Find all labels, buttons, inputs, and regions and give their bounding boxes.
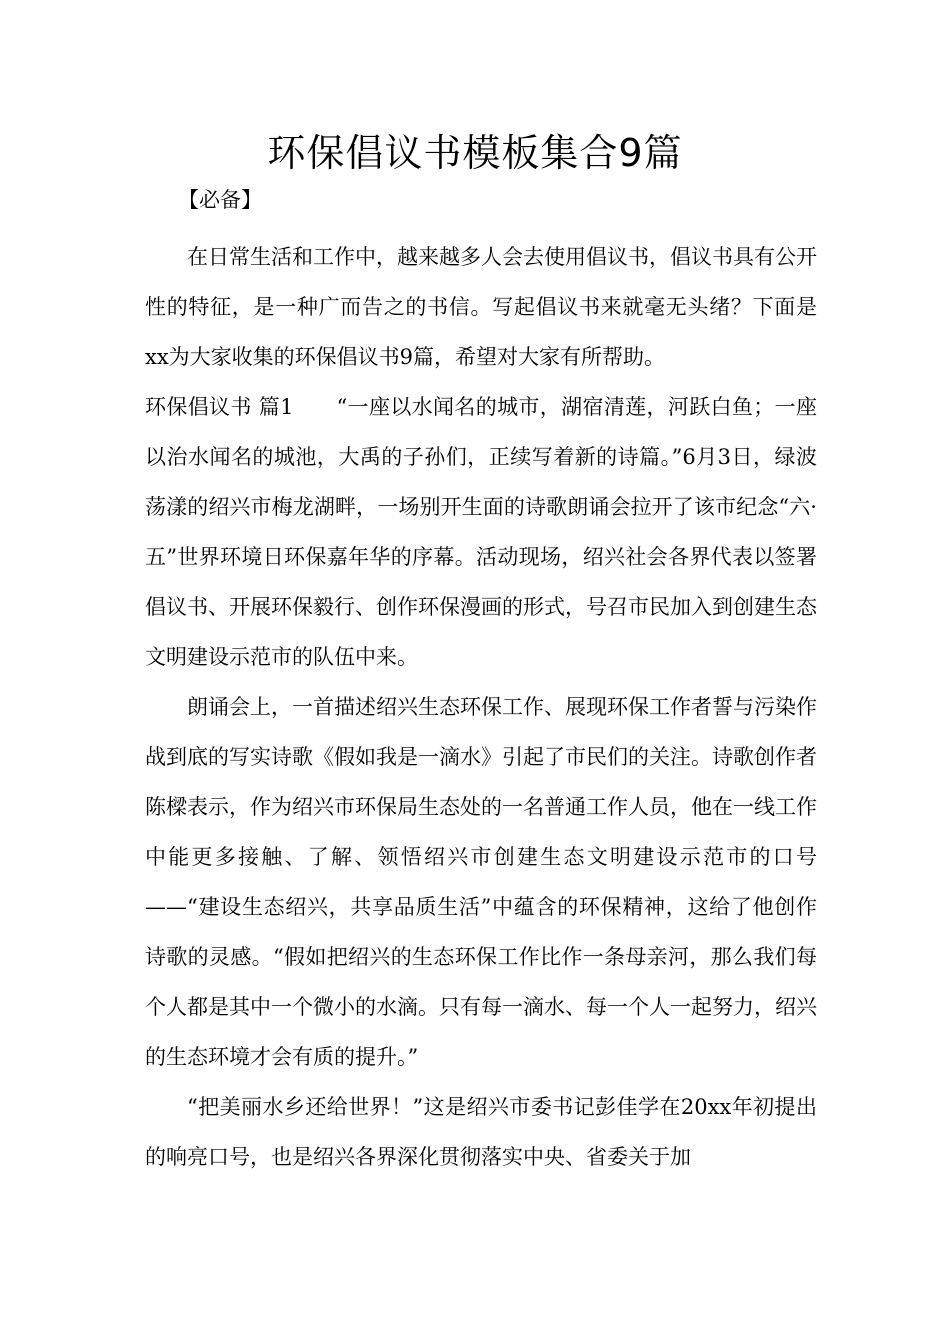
paragraph-slogan: “把美丽水乡还给世界！”这是绍兴市委书记彭佳学在20xx年初提出的响亮口号，也是绍兴各界深化贯彻落实中央、省委关于加 <box>145 1095 817 1169</box>
paragraph-intro: 在日常生活和工作中，越来越多人会去使用倡议书，倡议书具有公开性的特征，是一种广而告之的书信。写起倡议书来就毫无头绪？下面是xx为大家收集的环保倡议书9篇，希望对大家有所帮助。 <box>145 245 817 369</box>
document-body <box>145 232 817 1182</box>
paragraph-article-1: 环保倡议书 篇1 “一座以水闻名的城市，湖宿清莲，河跃白鱼；一座以治水闻名的城池，大禹的子孙们，正续写着新的诗篇。”6月3日，绿波荡漾的绍兴市梅龙湖畔，一场别开生面的诗歌朗诵会拉开了该市纪念“六·五”世界环境日环保嘉年华的序幕。活动现场，绍兴社会各界代表以签署倡议书、开展环保毅行、创作环保漫画的形式，号召市民加入到创建生态文明建设示范市的队伍中来。 <box>145 395 817 669</box>
paragraph-recital: 朗诵会上，一首描述绍兴生态环保工作、展现环保工作者誓与污染作战到底的写实诗歌《假如我是一滴水》引起了市民们的关注。诗歌创作者陈樑表示，作为绍兴市环保局生态处的一名普通工作人员，他在一线工作中能更多接触、了解、领悟绍兴市创建生态文明建设示范市的口号——“建设生态绍兴，共享品质生活”中蕴含的环保精神，这给了他创作诗歌的灵感。“假如把绍兴的生态环保工作比作一条母亲河，那么我们每个人都是其中一个微小的水滴。只有每一滴水、每一个人一起努力，绍兴的生态环境才会有质的提升。” <box>145 695 817 1069</box>
document-tag: 【必备】 <box>178 188 262 212</box>
document-title: 环保倡议书模板集合9篇 <box>267 131 683 175</box>
